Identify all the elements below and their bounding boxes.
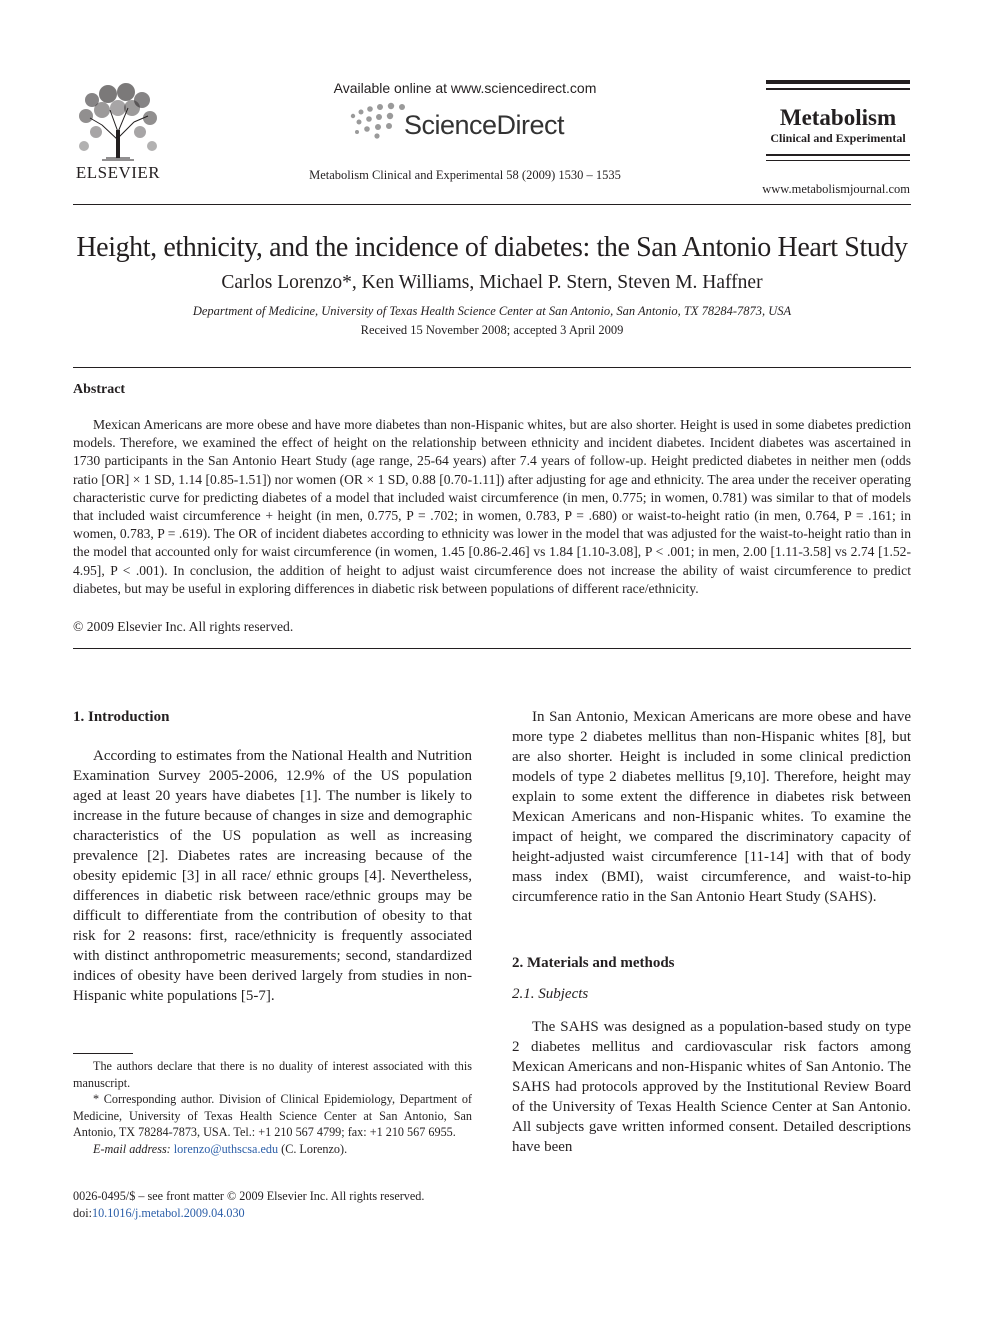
abstract-copyright: © 2009 Elsevier Inc. All rights reserved. [73, 619, 294, 634]
journal-name: Metabolism [779, 105, 897, 130]
header-divider [73, 204, 911, 205]
left-column [73, 707, 472, 1006]
abstract-divider [73, 648, 911, 649]
journal-citation: Metabolism Clinical and Experimental 58 (2009) 1530 – 1535 [309, 168, 621, 182]
introduction-paragraph: According to estimates from the National Health and Nutrition Examination Survey 2005-2006, 12.9% of the US population aged at least 20 years have diabetes [1]. The number is likely to increase in the future because of changes in size and demographic characteristics of the US population as well as increasing prevalence [2]. Diabetes rates are increasing because of the obesity epidemic [3] in all race/ ethnic groups [4]. Nevertheless, differences in diabetic risk between race/ethnic groups may be difficult to differentiate from the contribution of obesity to that risk for 2 reasons: first, race/ethnicity is frequently associated with distinct anthropometric measurements; second, standardized indices of obesity have been derived largely from studies in non-Hispanic white populations [5-7]. [73, 748, 472, 1004]
available-online-line[interactable]: Available online at www.sciencedirect.com [333, 80, 597, 96]
journal-rule [766, 154, 910, 156]
abstract-body [73, 416, 911, 598]
abstract-heading: Abstract [73, 382, 126, 397]
affiliation: Department of Medicine, University of Texas Health Science Center at San Antonio, San Antonio, TX 78284-7873, USA [192, 304, 792, 318]
journal-subtitle: Clinical and Experimental [770, 131, 906, 145]
sciencedirect-wordmark: ScienceDirect [404, 110, 565, 140]
subjects-paragraph: The SAHS was designed as a population-based study on type 2 diabetes mellitus and cardiovascular risk factors among Mexican Americans and non-Hispanic whites of San Antonio. The SAHS had protocols approved by the Institutional Review Board of the University of Texas Health Science Center at San Antonio. All subjects gave written informed consent. Detailed descriptions have been [512, 1019, 911, 1155]
email-link[interactable]: lorenzo@uthscsa.edu [173, 1141, 279, 1156]
footnote-rule [73, 1053, 133, 1054]
issn-line: 0026-0495/$ – see front matter © 2009 Elsevier Inc. All rights reserved. [73, 1189, 425, 1203]
received-dates: Received 15 November 2008; accepted 3 April 2009 [360, 323, 624, 337]
methods-heading: 2. Materials and methods [512, 955, 675, 971]
author-list: Carlos Lorenzo*, Ken Williams, Michael P. Stern, Steven M. Haffner [221, 272, 763, 293]
abstract-text: Mexican Americans are more obese and have more diabetes than non-Hispanic whites, but are also shorter. Height is used in some diabetes prediction models. Therefore, we examined the effect of height on the relationship between ethnicity and incident diabetes. Incident diabetes was ascertained in 1730 participants in the San Antonio Heart Study (age range, 25-64 years) after 7.4 years of follow-up. Height predicted diabetes in neither men (odds ratio [OR] × 1 SD, 1.14 [0.85-1.51]) nor women (OR × 1 SD, 0.88 [0.70-1.11]) after adjusting for age and ethnicity. The area under the receiver operating characteristic curve for predicting diabetes of a model that included waist circumference (in men, 0.775; in women, 0.781) was similar to that of models that included waist circumference + height (in men, 0.775, P = .702; in women, 0.783, P = .680) or waist-to-height ratio (in men, 0.764, P = .161; in women, 0.783, P = .619). The OR of incident diabetes according to ethnicity was lower in the model that was adjusted for the waist-to-height ratio than in the model that accounted only for waist circumference (in women, 1.45 [0.86-2.46] vs 1.84 [1.10-3.08], P < .001; in men, 2.00 [1.11-3.58] vs 2.74 [1.52-4.95], P < .001). In conclusion, the addition of height to adjust waist circumference does not increase the ability of waist circumference to predict diabetes, but may be useful in exploring differences in diabetic risk between populations of different race/ethnicity. [73, 417, 911, 596]
journal-url[interactable]: www.metabolismjournal.com [762, 182, 910, 196]
footnotes [73, 1058, 472, 1158]
abstract-divider [73, 367, 911, 368]
right-column [512, 707, 911, 1157]
email-footnote [73, 1141, 472, 1158]
conflict-footnote: The authors declare that there is no duality of interest associated with this manuscript. [73, 1059, 472, 1090]
journal-rule [766, 88, 910, 90]
email-suffix: (C. Lorenzo). [281, 1141, 348, 1156]
doi-line [73, 1205, 472, 1222]
front-matter [73, 1188, 472, 1222]
doi-link[interactable]: 10.1016/j.metabol.2009.04.030 [91, 1206, 245, 1220]
email-label: E-mail address: [93, 1141, 171, 1156]
corresponding-footnote: * Corresponding author. Division of Clinical Epidemiology, Department of Medicine, University of Texas Health Science Center at San Antonio, San Antonio, TX 78284-7873, USA. Tel.: +1 210 567 4799; fax: +1 210 567 6955. [73, 1092, 472, 1140]
journal-rule [766, 160, 910, 161]
subjects-heading: 2.1. Subjects [512, 986, 589, 1002]
introduction-paragraph: In San Antonio, Mexican Americans are more obese and have more type 2 diabetes mellitus than non-Hispanic whites [8], but are also shorter. Height is included in some clinical prediction models of type 2 diabetes mellitus [9,10]. Therefore, height may explain to some extent the difference in diabetes risk between Mexican Americans and non-Hispanic whites. To examine the impact of height, we compared the discriminatory capacity of height-adjusted waist circumference [11-14] with that of body mass index (BMI), waist circumference, and waist-to-hip circumference ratio in the San Antonio Heart Study (SAHS). [512, 709, 911, 905]
journal-rule [766, 80, 910, 84]
article-title: Height, ethnicity, and the incidence of diabetes: the San Antonio Heart Study [76, 232, 908, 263]
doi-label: doi: [73, 1206, 92, 1220]
publisher-wordmark: ELSEVIER [75, 163, 161, 182]
introduction-heading: 1. Introduction [73, 709, 170, 725]
